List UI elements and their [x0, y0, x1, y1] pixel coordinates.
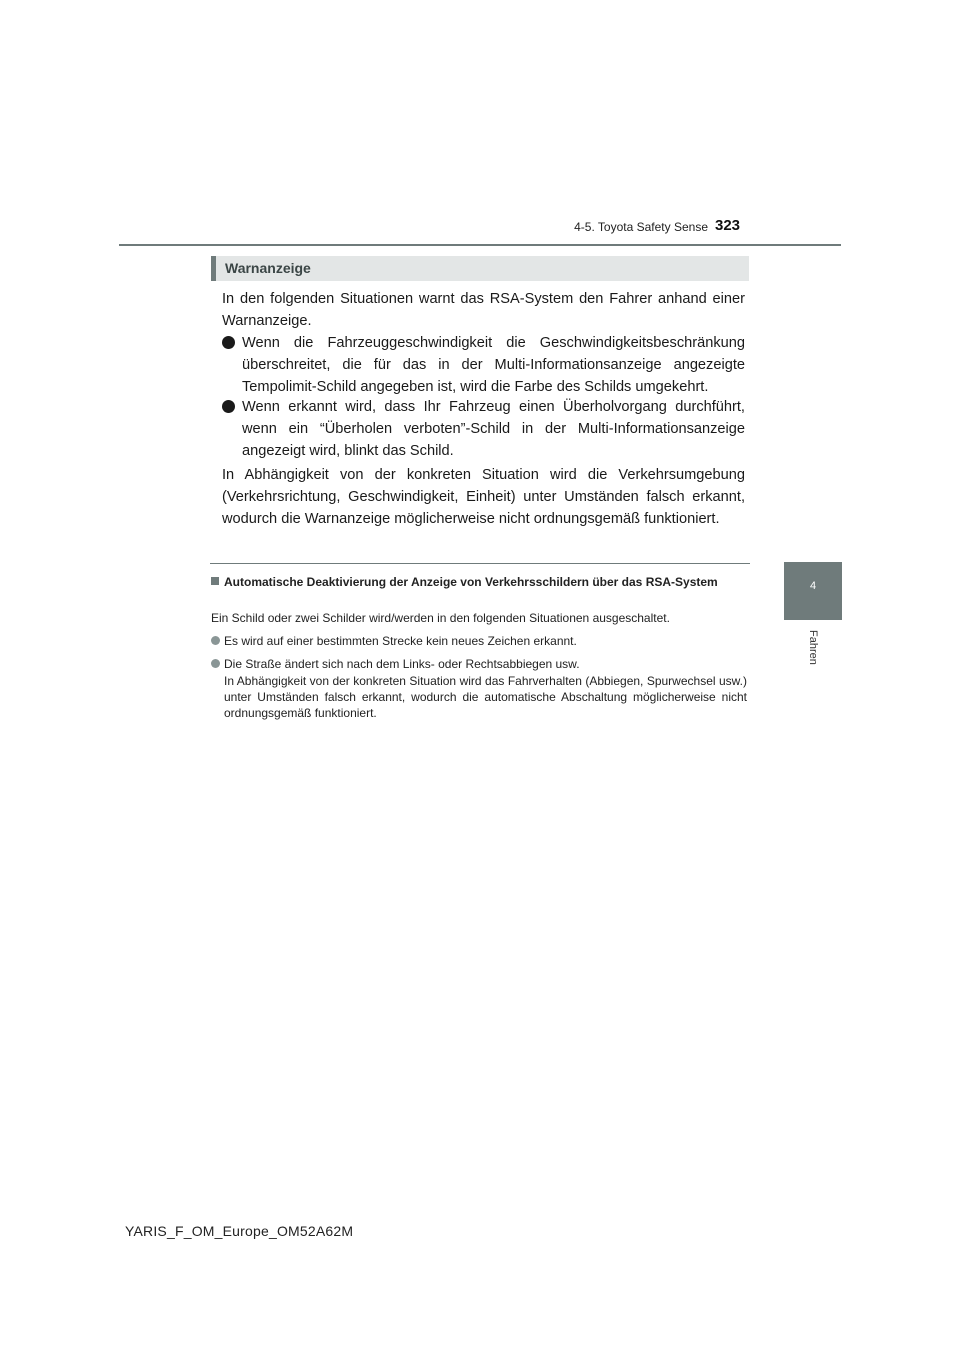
square-bullet-icon — [211, 577, 219, 585]
bullet-dot-icon — [222, 336, 235, 349]
header-section-title: 4-5. Toyota Safety Sense — [574, 220, 708, 234]
list-item-text: Wenn erkannt wird, dass Ihr Fahrzeug einen Überholvorgang durchführt, wenn ein “Überholen verboten”-Schild in der Multi-Informationsanzeige angezeigt wird, blinkt das Schild. — [242, 399, 745, 459]
list-item-text: Wenn die Fahrzeuggeschwindigkeit die Geschwindigkeitsbeschränkung überschreitet, die für das in der Multi-Informationsanzeige angezeigte Tempolimit-Schild angegeben ist, wird die Farbe des Schilds umgekehrt. — [242, 335, 745, 395]
list-item — [222, 332, 745, 398]
chapter-tab — [784, 562, 842, 620]
chapter-number: 4 — [809, 580, 817, 592]
note-list-item-text: Es wird auf einer bestimmten Strecke kein neues Zeichen erkannt. — [224, 634, 577, 648]
bullet-dot-icon — [211, 636, 220, 645]
section-bar-marker — [211, 256, 216, 281]
notes-divider — [210, 563, 750, 564]
list-item — [222, 396, 745, 462]
chapter-label: Fahren — [807, 630, 819, 665]
chapter-label-container — [788, 630, 838, 680]
footer-model-code: YARIS_F_OM_Europe_OM52A62M — [125, 1223, 354, 1239]
section-outro: In Abhängigkeit von der konkreten Situation wird die Verkehrsumgebung (Verkehrsrichtung, Geschwindigkeit, Einheit) unter Umständen falsch erkannt, wodurch die Warnanzeige möglicherweise nicht ordnungsgemäß funktioniert. — [222, 467, 745, 527]
section-header-bar — [211, 256, 749, 281]
note-list-item-text: Die Straße ändert sich nach dem Links- oder Rechtsabbiegen usw. — [224, 657, 580, 671]
section-intro: In den folgenden Situationen warnt das RSA-System den Fahrer anhand einer Warnanzeige. — [222, 291, 745, 329]
bullet-dot-icon — [222, 400, 235, 413]
note-list-item — [211, 656, 747, 672]
bullet-dot-icon — [211, 659, 220, 668]
header-rule — [119, 244, 841, 246]
page-number: 323 — [715, 217, 741, 234]
note-text: Ein Schild oder zwei Schilder wird/werden in den folgenden Situationen ausgeschaltet. — [211, 611, 670, 625]
note-heading — [211, 574, 749, 590]
section-title: Warnanzeige — [225, 260, 311, 276]
note-list-item — [211, 633, 747, 649]
note-heading-text: Automatische Deaktivierung der Anzeige von Verkehrsschildern über das RSA-System — [224, 575, 718, 589]
note-followup: In Abhängigkeit von der konkreten Situation wird das Fahrverhalten (Abbiegen, Spurwechsel usw.) unter Umständen falsch erkannt, wodurch die automatische Abschaltung möglicherweise nicht ordnungsgemäß funktioniert. — [224, 674, 747, 720]
